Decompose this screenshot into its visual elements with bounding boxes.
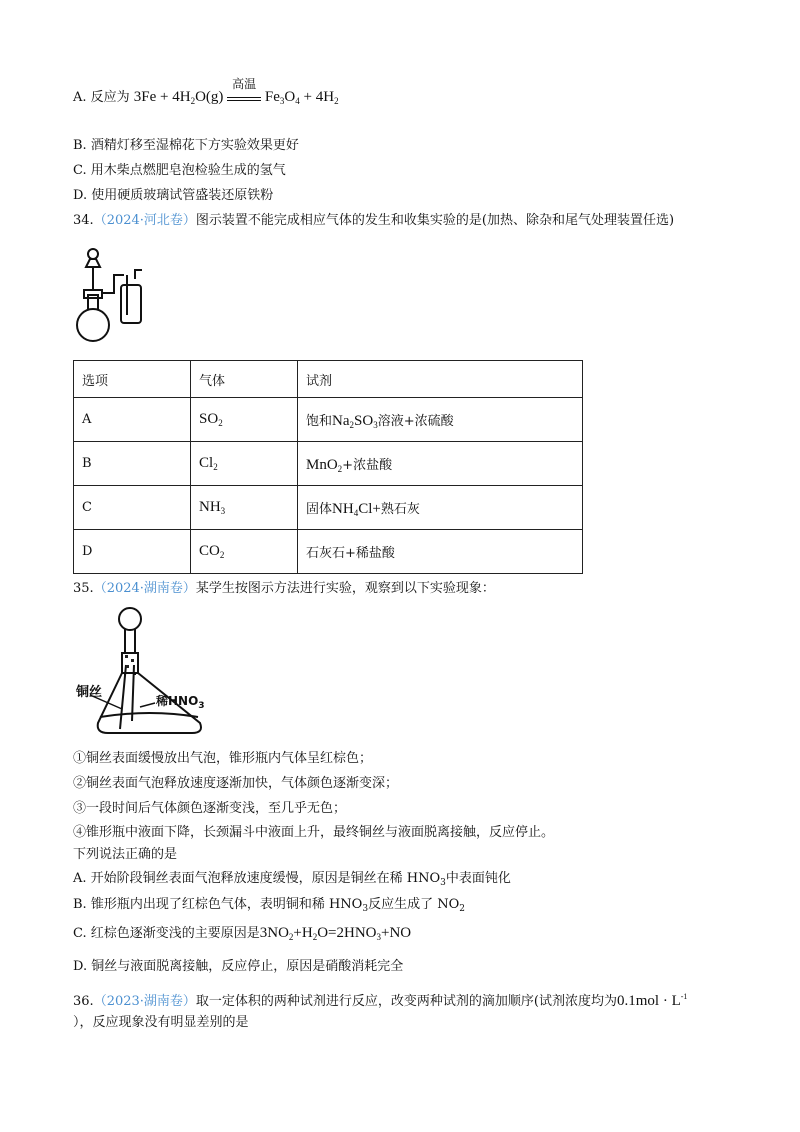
concentration: $0.1mol \cdot L^{-1}$ — [616, 992, 688, 1009]
table-row: B $Cl_2$ MnO$_2$+浓盐酸 — [74, 442, 583, 486]
q33-option-c: C. 用木柴点燃肥皂泡检验生成的氢气 — [73, 163, 286, 178]
q34-options-table — [73, 360, 583, 574]
q35-option-b: B. 锥形瓶内出现了红棕色气体，表明铜和稀 $HNO_3$反应生成了 $NO_2$ — [73, 897, 465, 914]
source-tag: （2023·湖南卷） — [93, 994, 196, 1009]
q33-option-d: D. 使用硬质玻璃试管盛装还原铁粉 — [73, 188, 274, 203]
q35-observation-4: ④锥形瓶中液面下降，长颈漏斗中液面上升，最终铜丝与液面脱离接触，反应停止。 — [73, 825, 555, 840]
q35-observation-3: ③一段时间后气体颜色逐渐变浅，至几乎无色； — [73, 801, 347, 816]
header-reagent: 试剂 — [298, 361, 583, 398]
q35-option-a: A. 开始阶段铜丝表面气泡释放速度缓慢，原因是铜丝在稀 $HNO_3$中表面钝化 — [73, 871, 511, 888]
q35-observation-1: ①铜丝表面缓慢放出气泡，锥形瓶内气体呈红棕色； — [73, 751, 373, 766]
table-header-row — [74, 361, 583, 398]
header-option: 选项 — [74, 361, 191, 398]
option-a-label: A. 反应为 — [73, 90, 130, 105]
q35-option-c: C. 红棕色逐渐变浅的主要原因是$3NO_2+H_2O=2HNO_3+NO$ — [73, 925, 412, 942]
label-dilute-nitric-acid: 稀$HNO_3$ — [156, 694, 205, 711]
table-row: A $SO_2$ 饱和$Na_2SO_3$溶液+浓硫酸 — [74, 398, 583, 442]
q35-prompt: 下列说法正确的是 — [73, 847, 178, 862]
q35-stem: 35.（2024·湖南卷）某学生按图示方法进行实验，观察到以下实验现象： — [73, 581, 495, 596]
q36-stem-continued: ），反应现象没有明显差别的是 — [73, 1015, 249, 1030]
q34-stem: 34.（2024·河北卷）图示装置不能完成相应气体的发生和收集实验的是(加热、除杂和尾气处理装置任选) — [73, 213, 675, 228]
q35-observation-2: ②铜丝表面气泡释放速度逐渐加快，气体颜色逐渐变深； — [73, 776, 399, 791]
gas-generation-apparatus-figure — [74, 245, 154, 345]
source-tag: （2024·河北卷） — [93, 213, 196, 228]
q33-option-b: B. 酒精灯移至湿棉花下方实验效果更好 — [73, 138, 299, 153]
q36-stem: 36.（2023·湖南卷）取一定体积的两种试剂进行反应，改变两种试剂的滴加顺序(试剂浓度均为$0.1mol \cdot L^{-1}$ — [73, 992, 688, 1009]
reaction-equation: $3Fe + 4H_2O(g)$ 高温 $Fe_3O_4 + 4H_2$ — [133, 77, 339, 106]
q33-option-a — [73, 77, 339, 110]
reaction-condition: 高温 — [227, 89, 261, 101]
label-copper-wire: 铜丝 — [76, 685, 103, 700]
q35-option-d: D. 铜丝与液面脱离接触，反应停止，原因是硝酸消耗完全 — [73, 959, 404, 974]
header-gas: 气体 — [191, 361, 298, 398]
source-tag: （2024·湖南卷） — [93, 581, 196, 596]
reaction-equation: $3NO_2+H_2O=2HNO_3+NO$ — [259, 925, 412, 942]
copper-nitric-acid-apparatus-figure — [70, 605, 220, 745]
table-row: D $CO_2$ 石灰石+稀盐酸 — [74, 530, 583, 574]
table-row: C $NH_3$ 固体$NH_4Cl+$熟石灰 — [74, 486, 583, 530]
